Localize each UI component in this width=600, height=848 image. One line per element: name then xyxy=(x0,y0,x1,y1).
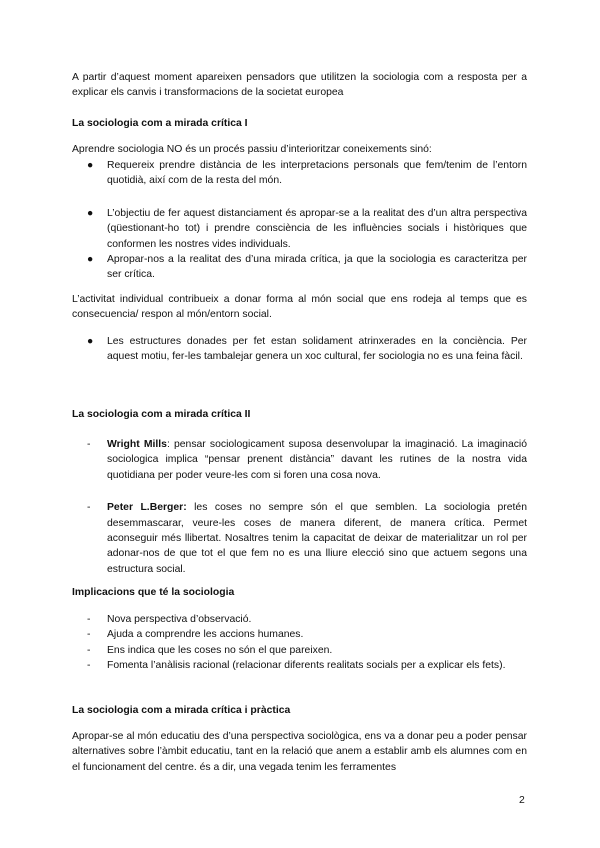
section-heading-critical-2: La sociologia com a mirada crítica II xyxy=(72,409,251,420)
bullet-list-2 xyxy=(0,334,527,365)
section-heading-critical-practical: La sociologia com a mirada crítica i pràctica xyxy=(72,705,291,716)
author-list xyxy=(0,437,527,577)
list-item: - Ens indica que les coses no són el que pareixen. xyxy=(87,644,333,656)
list-item: ● Les estructures donades per fet estan solidament atrinxerades en la conciència. Per aquest motiu, fer-les tambalejar genera un xoc cultural, fer sociologia no es una feina fàcil. xyxy=(87,336,527,363)
list-item: - Ajuda a comprendre les accions humanes. xyxy=(87,629,304,641)
paragraph: Apropar-se al món educatiu des d’una perspectiva sociològica, ens va a donar peu a poder pensar alternatives sobre l’àmbit educatiu, tant en la relació que anem a establir amb els alumnes com en el funcionament del centre. és a dir, una vegada tenim les ferramentes xyxy=(72,731,527,773)
list-item: - Wright Mills: pensar sociologicament suposa desenvolupar la imaginació. La imaginació sociologica implica “pensar prenent distància” davant les rutines de la nostra vida quotidiana per poder veure-les com si foren una cosa nova. xyxy=(87,439,528,481)
list-item: ● L’objectiu de fer aquest distanciament és apropar-se a la realitat des d’un altra perspectiva (qüestionant-ho tot) i prendre consciència de les influències socials i històriques que conformen les nostres vides individuals. xyxy=(87,207,527,250)
list-item: ● Requereix prendre distància de les interpretacions personals que fem/tenim de l’entorn quotidià, així com de la resta del món. xyxy=(87,160,527,187)
list-item: ● Apropar-nos a la realitat des d’una mirada crítica, ja que la sociologia es caracteritza per ser crítica. xyxy=(87,254,527,281)
implications-list xyxy=(0,612,527,674)
section-lead: Aprendre sociologia NO és un procés passiu d’interioritzar coneixements sinó: xyxy=(72,144,432,155)
bullet-list-1 xyxy=(0,158,527,283)
section-heading-implications: Implicacions que té la sociologia xyxy=(72,587,235,598)
intro-paragraph: A partir d’aquest moment apareixen pensadors que utilitzen la sociologia com a resposta per a explicar els canvis i transformacions de la societat europea xyxy=(72,72,527,99)
list-item: - Fomenta l’anàlisis racional (relacionar diferents realitats socials per a explicar els fets). xyxy=(87,660,506,672)
paragraph: L’activitat individual contribueix a donar forma al món social que ens rodeja al temps que es consecuencia/ respon al món/entorn social. xyxy=(72,294,527,321)
page-number: 2 xyxy=(519,795,525,806)
list-item: - Peter L.Berger: les coses no sempre són el que semblen. La sociologia pretén desemmascarar, veure-les coses de manera diferent, de manera crítica. Permet aconseguir més llibertat. Nosaltres tenim la capacitat de deixar de materialitzar un rol per adonar-nos de que tot el que fem no es una lliure elecció sino que actuem segons una estructura social. xyxy=(87,502,527,575)
list-item: - Nova perspectiva d’observació. xyxy=(87,614,252,625)
section-heading-critical-1: La sociologia com a mirada crítica I xyxy=(72,118,248,129)
